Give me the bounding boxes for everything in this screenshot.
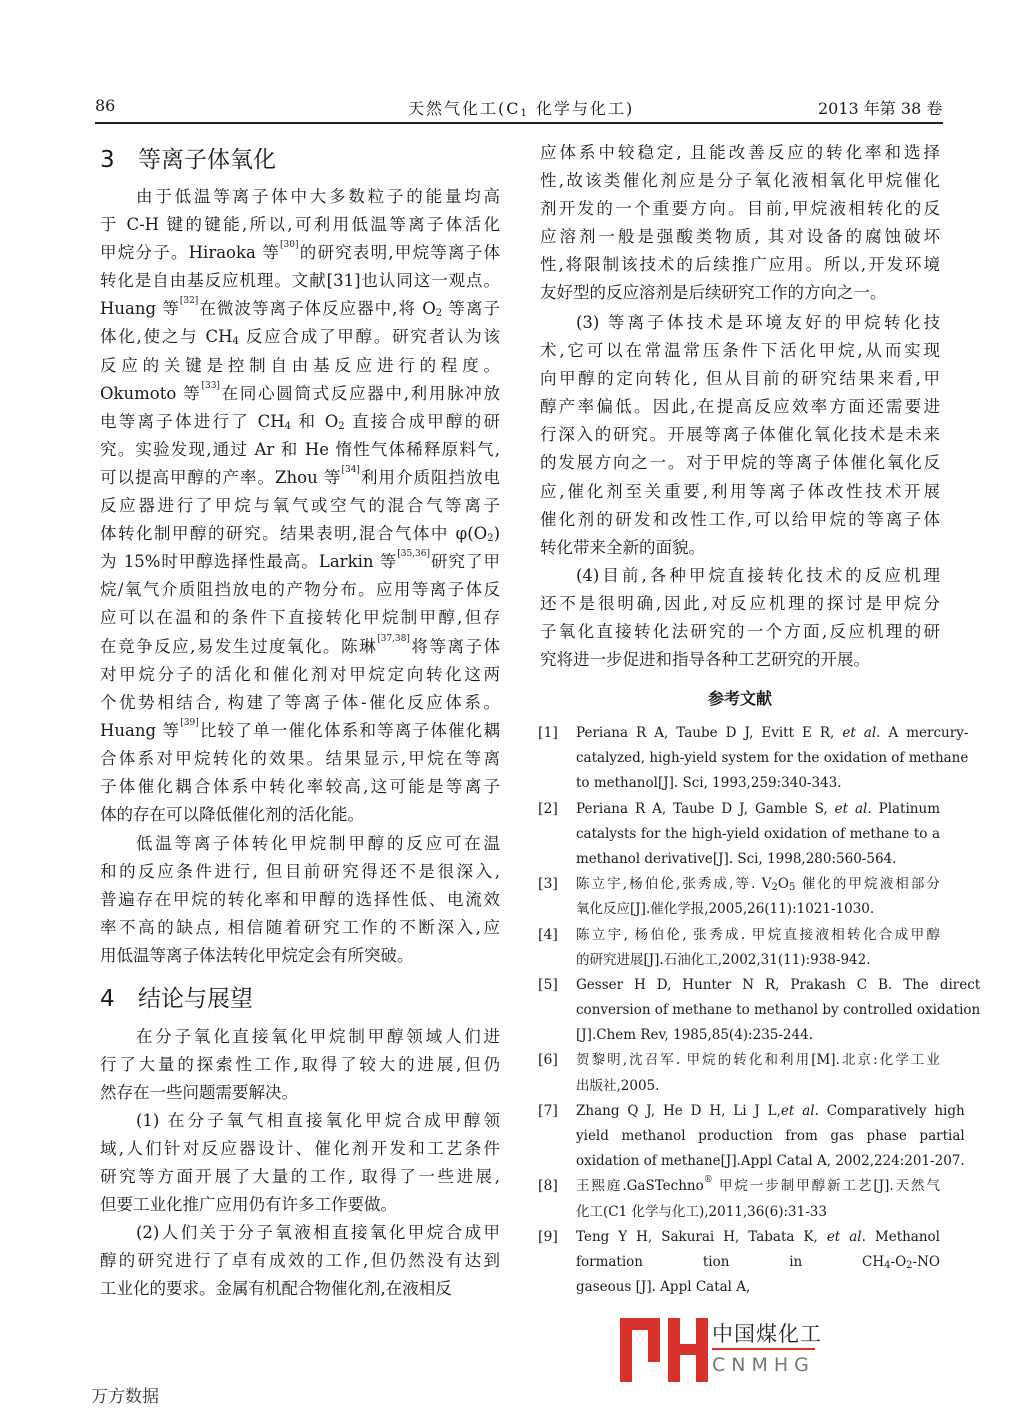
text-line: Huang 等[32]在微波等离子体反应器中,将 $O_2$ 等离子	[100, 296, 500, 320]
reference-number: [4]	[538, 926, 558, 943]
watermark-divider	[712, 1348, 815, 1350]
text-line: 由于低温等离子体中大多数粒子的能量均高	[136, 187, 500, 206]
references-list	[538, 721, 981, 1300]
text-line: 体的存在可以降低催化剂的活化能。	[100, 805, 364, 825]
text-line: 电等离子体进行了 $CH_4$ 和 $O_2$ 直接合成甲醇的研	[100, 411, 500, 432]
text-line: (3) 等离子体技术是环境友好的甲烷转化技	[576, 313, 940, 332]
text-line: 普遍存在甲烷的转化率和甲醇的选择性低、电流效	[100, 890, 500, 910]
reference-item	[538, 1225, 940, 1301]
reference-line: formation tion in $CH_4-O_2-NO$	[576, 1253, 940, 1271]
text-line: 和的反应条件进行, 但目前研究得还不是很深入,	[100, 862, 500, 882]
reference-line: methanol derivative[J]. Sci, 1998,280:560-564.	[576, 850, 897, 867]
section-number: 4	[100, 986, 115, 1012]
text-line: 在竞争反应,易发生过度氧化。陈琳[37,38]将等离子体	[100, 633, 500, 656]
text-line: 应可以在温和的条件下直接转化甲烷制甲醇,但存	[100, 608, 500, 628]
paragraph	[100, 183, 500, 829]
text-line: 体化,使之与 $CH_4$ 反应合成了甲醇。研究者认为该	[100, 327, 500, 348]
paragraph	[100, 1107, 500, 1219]
reference-item	[538, 973, 981, 1049]
text-line: 工业化的要求。金属有机配合物催化剂,在液相反	[100, 1279, 452, 1299]
watermark-text-en: CNMHG	[712, 1354, 815, 1376]
reference-item	[538, 797, 940, 873]
reference-item	[538, 923, 940, 973]
text-line: 行了大量的探索性工作,取得了较大的进展,但仍	[100, 1055, 500, 1075]
text-line: 甲烷分子。Hiraoka 等[30]的研究表明,甲烷等离子体	[100, 240, 500, 263]
text-line: 友好型的反应溶剂是后续研究工作的方向之一。	[540, 283, 887, 303]
text-line: 醇产率偏低。因此,在提高反应效率方面还需要进	[540, 397, 940, 417]
paragraph	[100, 830, 500, 970]
reference-line: conversion of methane to methanol by controlled oxidation	[576, 1002, 981, 1019]
text-line: 应溶剂一般是强酸类物质, 其对设备的腐蚀破坏	[540, 227, 940, 247]
reference-line: 化工(C1 化学与化工),2011,36(6):31-33	[576, 1203, 827, 1220]
text-line: 向甲醇的定向转化, 但从目前的研究结果来看,甲	[540, 369, 940, 389]
source-footer: 万方数据	[91, 1387, 159, 1407]
reference-line: 陈立宇, 杨伯伦, 张秀成. 甲烷直接液相转化合成甲醇	[576, 926, 940, 943]
text-line: 醇的研究进行了卓有成效的工作,但仍然没有达到	[100, 1251, 500, 1271]
text-line: 行深入的研究。开展等离子体催化氧化技术是未来	[540, 425, 940, 445]
text-line: 用低温等离子体法转化甲烷定会有所突破。	[100, 946, 414, 966]
reference-line: to methanol[J]. Sci, 1993,259:340-343.	[576, 775, 842, 792]
paragraph	[100, 1023, 500, 1107]
text-line: Huang 等[39]比较了单一催化体系和等离子体催化耦	[100, 717, 500, 740]
reference-number: [1]	[538, 725, 558, 741]
reference-number: [7]	[538, 1102, 558, 1119]
reference-item	[538, 721, 969, 797]
text-line: 性,将限制该技术的后续推广应用。所以,开发环境	[540, 255, 940, 275]
page-number: 86	[95, 96, 116, 115]
text-line: 术,它可以在常温常压条件下活化甲烷,从而实现	[540, 341, 940, 361]
reference-number: [8]	[538, 1178, 558, 1195]
text-line: 体转化制甲醇的研究。结果表明,混合气体中 $\varphi(O_2)$	[100, 524, 500, 545]
reference-item	[538, 1174, 940, 1224]
text-line: 研究等方面开展了大量的工作, 取得了一些进展,	[100, 1167, 500, 1187]
text-line: 还不是很明确,因此,对反应机理的探讨是甲烷分	[540, 594, 940, 614]
text-line: 应,催化剂至关重要,利用等离子体改性技术开展	[540, 481, 940, 501]
reference-number: [3]	[538, 876, 558, 893]
reference-item	[538, 1099, 965, 1175]
reference-line: 贺黎明,沈召军. 甲烷的转化和利用[M].北京:化学工业	[576, 1052, 940, 1069]
reference-item	[538, 1048, 940, 1098]
references-title: 参考文献	[707, 689, 772, 708]
text-line: 为 15%时甲醇选择性最高。Larkin 等[35,36]研究了甲	[100, 549, 501, 572]
text-line: 的发展方向之一。对于甲烷的等离子体催化氧化反	[540, 453, 940, 473]
paragraph	[540, 562, 940, 674]
text-line: 子氧化直接转化法研究的一个方面,反应机理的研	[540, 622, 940, 642]
text-line: 率不高的缺点, 相信随着研究工作的不断深入,应	[100, 918, 500, 938]
reference-line: 王熙庭.GaSTechno® 甲烷一步制甲醇新工艺[J].天然气	[576, 1175, 940, 1195]
text-line: 在分子氧化直接氧化甲烷制甲醇领域人们进	[136, 1027, 500, 1046]
reference-line: gaseous [J]. Appl Catal A,	[576, 1279, 751, 1296]
text-line: Okumoto 等[33]在同心圆筒式反应器中,利用脉冲放	[100, 380, 501, 403]
text-line: (1) 在分子氧气相直接氧化甲烷合成甲醇领	[136, 1111, 500, 1130]
text-line: 转化是自由基反应机理。文献[31]也认同这一观点。	[100, 271, 500, 291]
text-line: 合体系对甲烷转化的效果。结果显示,甲烷在等离	[100, 748, 500, 768]
reference-line: 氧化反应[J].催化学报,2005,26(11):1021-1030.	[576, 901, 875, 918]
reference-number: [2]	[538, 800, 558, 817]
section-heading-3	[100, 141, 276, 174]
text-line: 转化带来全新的面貌。	[540, 537, 705, 557]
text-line: 应体系中较稳定, 且能改善反应的转化率和选择	[540, 143, 940, 162]
text-line: 于 C-H 键的键能,所以,可利用低温等离子体活化	[100, 215, 500, 235]
text-line: 对甲烷分子的活化和催化剂对甲烷定向转化这两	[100, 664, 500, 684]
text-line: 究将进一步促进和指导各种工艺研究的开展。	[540, 650, 870, 670]
watermark-text-cn: 中国煤化工	[712, 1322, 822, 1346]
text-line: 性,故该类催化剂应是分子氧化液相氧化甲烷催化	[540, 171, 940, 191]
text-line: 但要工业化推广应用仍有许多工作要做。	[100, 1195, 397, 1215]
reference-item	[538, 872, 940, 922]
reference-number: [6]	[538, 1052, 558, 1069]
issue-info: 2013 年第 38 卷	[818, 99, 943, 118]
reference-line: catalysts for the high-yield oxidation of methane to a	[576, 825, 940, 842]
watermark-logo	[612, 1312, 827, 1387]
reference-line: yield methanol production from gas phase partial	[576, 1128, 965, 1144]
text-line: 然存在一些问题需要解决。	[100, 1083, 298, 1103]
header-rule	[95, 122, 943, 124]
reference-number: [5]	[538, 976, 558, 993]
reference-line: 陈立宇,杨伯伦,张秀成,等. $V_2O_5$ 催化的甲烷液相部分	[576, 876, 940, 894]
reference-line: Zhang Q J, He D H, Li J L,et al. Comparatively high	[576, 1102, 965, 1119]
reference-number: [9]	[538, 1228, 558, 1245]
text-line: 反应的关键是控制自由基反应进行的程度。	[100, 355, 500, 375]
text-line: 子体催化耦合体系中转化率较高,这可能是等离子	[100, 776, 500, 796]
text-line: 低温等离子体转化甲烷制甲醇的反应可在温	[136, 834, 500, 853]
reference-line: 出版社,2005.	[576, 1077, 660, 1094]
reference-line: Periana R A, Taube D J, Evitt E R, et al. A mercury-	[576, 725, 969, 741]
text-line: 域,人们针对反应器设计、催化剂开发和工艺条件	[100, 1139, 500, 1159]
text-line: 烷/氧气介质阻挡放电的产物分布。应用等离子体反	[100, 580, 500, 600]
text-line: 反应器进行了甲烷与氧气或空气的混合气等离子	[100, 496, 500, 516]
section-title: 结论与展望	[138, 986, 253, 1012]
reference-line: catalyzed, high-yield system for the oxidation of methane	[576, 750, 969, 767]
paragraph	[540, 139, 940, 308]
reference-line: oxidation of methane[J].Appl Catal A, 2002,224:201-207.	[576, 1153, 965, 1170]
reference-line: Periana R A, Taube D J, Gamble S, et al. Platinum	[576, 800, 940, 817]
paragraph	[100, 1219, 500, 1303]
reference-line: Teng Y H, Sakurai H, Tabata K, et al. Methanol	[576, 1228, 940, 1245]
text-line: 剂开发的一个重要方向。目前,甲烷液相转化的反	[540, 199, 940, 219]
reference-line: Gesser H D, Hunter N R, Prakash C B. The direct	[576, 976, 981, 993]
section-title: 等离子体氧化	[138, 147, 276, 173]
text-line: 个优势相结合, 构建了等离子体-催化反应体系。	[100, 692, 500, 712]
text-line: 可以提高甲醇的产率。Zhou 等[34]利用介质阻挡放电	[100, 464, 500, 487]
reference-line: [J].Chem Rev, 1985,85(4):235-244.	[576, 1027, 813, 1044]
text-line: 究。实验发现,通过 Ar 和 He 惰性气体稀释原料气,	[100, 439, 500, 459]
journal-title: 天然气化工($C_1$ 化学与化工)	[408, 99, 635, 119]
cnmhg-logo-icon	[620, 1318, 708, 1382]
reference-line: 的研究进展[J].石油化工,2002,31(11):938-942.	[576, 951, 871, 968]
text-line: (4)目前,各种甲烷直接转化技术的反应机理	[576, 566, 940, 585]
text-line: 催化剂的研发和改性工作,可以给甲烷的等离子体	[540, 509, 940, 529]
text-line: (2)人们关于分子氧液相直接氧化甲烷合成甲	[136, 1223, 500, 1242]
paragraph	[540, 309, 940, 562]
section-number: 3	[100, 147, 115, 173]
section-heading-4	[100, 980, 253, 1013]
